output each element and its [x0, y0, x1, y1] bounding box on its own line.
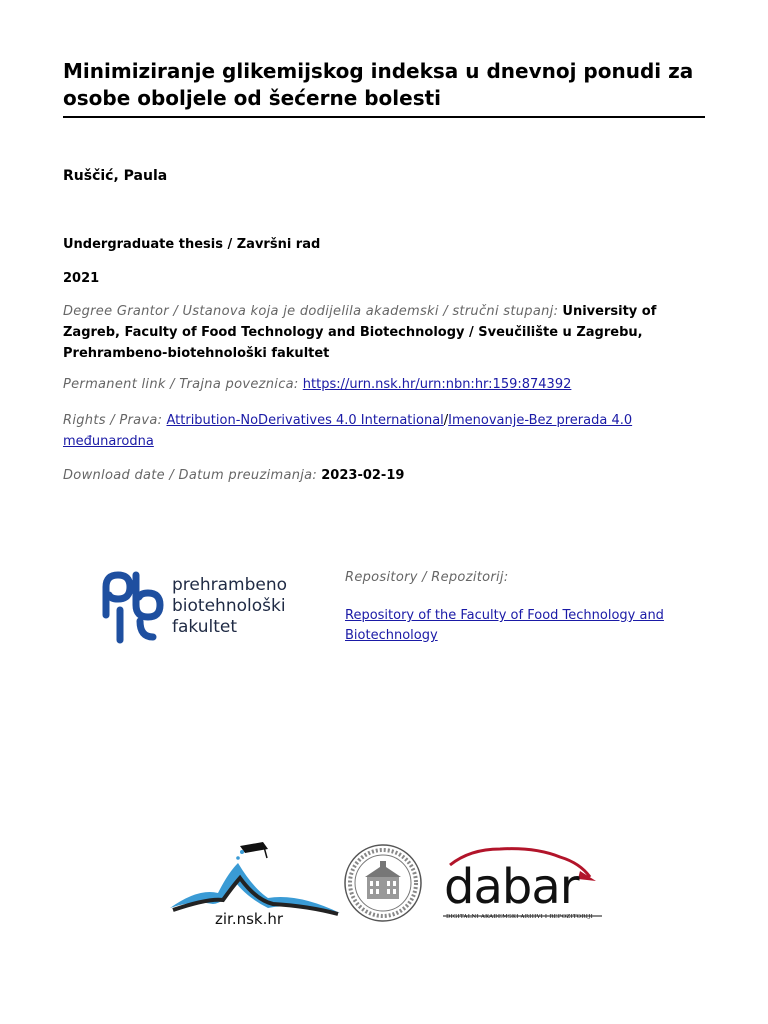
pbf-line-1: prehrambeno: [172, 575, 288, 595]
repository-link[interactable]: Repository of the Faculty of Food Technology and Biotechnology: [345, 608, 664, 643]
dabar-logo-subtitle: DIGITALNI AKADEMSKI ARHIVI I REPOZITORIJI: [446, 914, 593, 920]
year: 2021: [63, 271, 100, 286]
repository-label: Repository / Repozitorij:: [345, 570, 509, 585]
repository-link-wrap: [345, 606, 665, 646]
rights-label: Rights / Prava:: [63, 413, 163, 428]
rights: [63, 410, 703, 452]
document-title: Minimiziranje glikemijskog indeksa u dnevnoj ponudi za osobe oboljele od šećerne bolesti: [63, 59, 694, 110]
degree-grantor: [63, 301, 703, 364]
download-date: [63, 465, 703, 486]
permanent-link: [63, 374, 703, 395]
pbf-line-3: fakultet: [172, 617, 238, 637]
rights-separator: /: [443, 413, 449, 428]
download-date-value: 2023-02-19: [321, 468, 405, 483]
university-seal-icon: [343, 843, 423, 923]
title-divider: [63, 116, 705, 118]
download-date-label: Download date / Datum preuzimanja:: [63, 468, 318, 483]
thesis-type: Undergraduate thesis / Završni rad: [63, 237, 321, 252]
author: Ruščić, Paula: [63, 168, 168, 184]
degree-grantor-label: Degree Grantor / Ustanova koja je dodijelila akademski / stručni stupanj:: [63, 304, 559, 319]
degree-grantor-value: University of Zagreb, Faculty of Food Technology and Biotechnology / Sveučilište u Zagrebu, Prehrambeno-biotehnološki fakultet: [63, 304, 657, 361]
zir-logo-text: zir.nsk.hr: [215, 910, 284, 928]
rights-link-en[interactable]: Attribution-NoDerivatives 4.0 International: [166, 413, 444, 428]
pbf-logo-text: [172, 575, 287, 638]
pbf-line-2: biotehnološki: [172, 596, 286, 616]
permanent-link-url[interactable]: https://urn.nsk.hr/urn:nbn:hr:159:874392: [302, 377, 572, 392]
permanent-link-label: Permanent link / Trajna poveznica:: [63, 377, 299, 392]
rights-link-hr[interactable]: Imenovanje-Bez prerada 4.0 međunarodna: [63, 413, 633, 449]
dabar-logo-text: dabar: [444, 859, 579, 915]
